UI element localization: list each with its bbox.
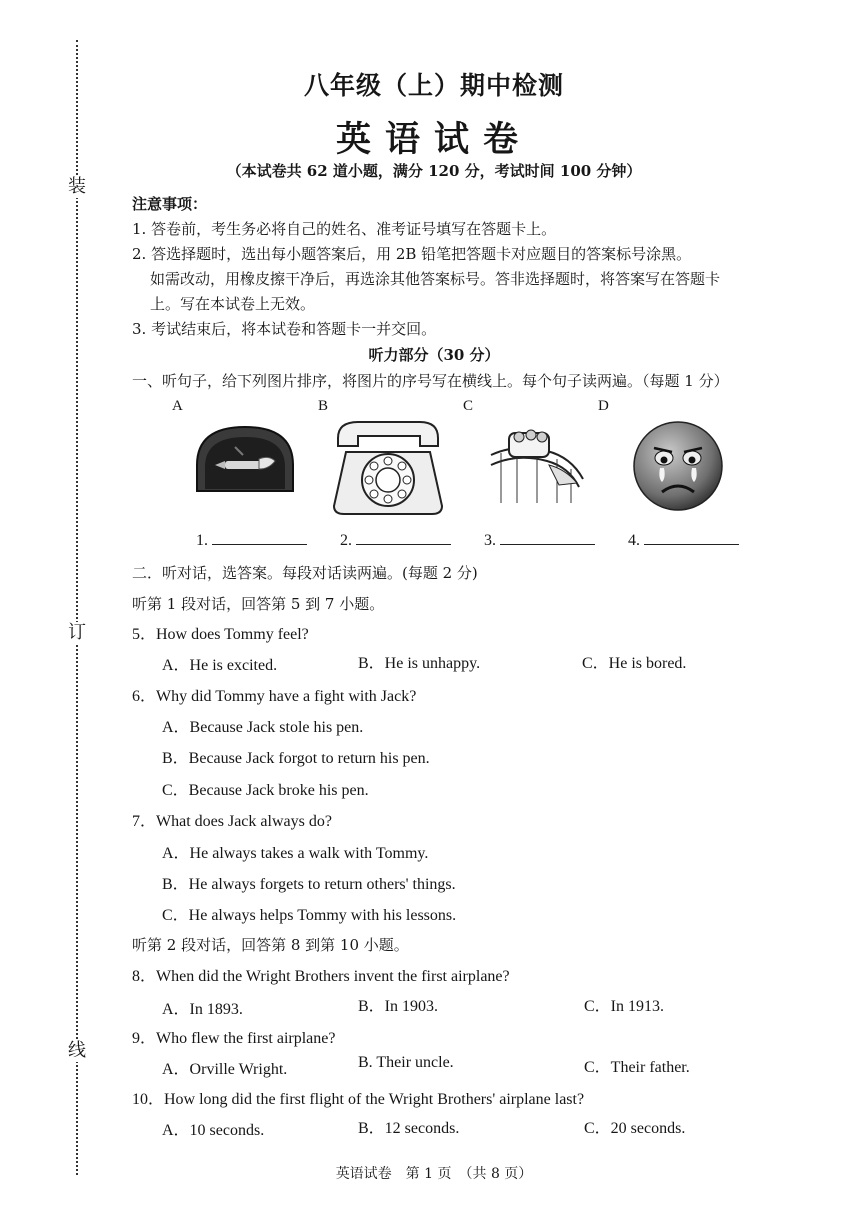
option: A．Orville Wright. [162, 1061, 288, 1078]
picture-label-c: C [463, 398, 474, 414]
notice-item: 如需改动，用橡皮擦干净后，再选涂其他答案标号。答非选择题时，将答案写在答题卡 [150, 270, 721, 288]
option: C．Their father. [584, 1059, 690, 1076]
binding-char-zhuang: 装 [68, 176, 86, 197]
picture-label-b: B [318, 398, 329, 414]
notice-heading: 注意事项： [132, 195, 208, 213]
blank-number: 4. [628, 532, 640, 549]
option: B．In 1903. [358, 998, 439, 1015]
option: A．In 1893. [162, 1001, 243, 1018]
notice-item: 上。写在本试卷上无效。 [150, 295, 316, 313]
blank-number: 1. [196, 532, 208, 549]
question-6: 6．Why did Tommy have a fight with Jack? [132, 688, 417, 705]
rotary-telephone-picture [328, 418, 448, 520]
roller-coaster-picture [487, 425, 587, 505]
option: C．In 1913. [584, 998, 665, 1015]
option: C．Because Jack broke his pen. [162, 782, 369, 799]
exam-subject-title: 英语试卷 [335, 119, 532, 160]
part2-instruction: 二．听对话，选答案。每段对话读两遍。(每题 2 分) [132, 564, 478, 582]
question-10: 10．How long did the first flight of the Wright Brothers' airplane last? [132, 1091, 585, 1108]
picture-label-d: D [598, 398, 609, 414]
option: B．12 seconds. [358, 1120, 460, 1137]
answer-blank-1[interactable] [196, 532, 307, 550]
answer-blank-4[interactable] [628, 532, 739, 550]
option: C．He always helps Tommy with his lessons. [162, 907, 457, 924]
binding-char-xian: 线 [68, 1040, 86, 1061]
notice-item: 3. 考试结束后，将本试卷和答题卡一并交回。 [132, 320, 437, 338]
option: B．He always forgets to return others' things. [162, 876, 456, 893]
question-7: 7．What does Jack always do? [132, 813, 332, 830]
blank-number: 2. [340, 532, 352, 549]
option: C．20 seconds. [584, 1120, 686, 1137]
notice-item: 1. 答卷前，考生务必将自己的姓名、准考证号填写在答题卡上。 [132, 220, 557, 238]
part1-instruction: 一、听句子，给下列图片排序，将图片的序号写在横线上。每个句子读两遍。（每题 1 分） [132, 372, 729, 390]
listening-heading: 听力部分（30 分） [368, 346, 500, 364]
option: A．He is excited. [162, 657, 278, 674]
question-5: 5．How does Tommy feel? [132, 626, 309, 643]
option: B. Their uncle. [358, 1054, 454, 1071]
blank-number: 3. [484, 532, 496, 549]
picture-label-a: A [172, 398, 183, 414]
exam-info: （本试卷共 62 道小题，满分 120 分，考试时间 100 分钟） [226, 162, 642, 180]
option: B．He is unhappy. [358, 655, 481, 672]
option: A．Because Jack stole his pen. [162, 719, 364, 736]
option: C．He is bored. [582, 655, 687, 672]
option: B．Because Jack forgot to return his pen. [162, 750, 430, 767]
question-8: 8．When did the Wright Brothers invent the first airplane? [132, 968, 510, 985]
dialogue-intro: 听第 2 段对话，回答第 8 到第 10 小题。 [132, 936, 409, 954]
notice-item: 2. 答选择题时，选出每小题答案后，用 2B 铅笔把答题卡对应题目的答案标号涂黑。 [132, 245, 692, 263]
answer-blank-3[interactable] [484, 532, 595, 550]
exam-grade-title: 八年级（上）期中检测 [303, 71, 564, 100]
binding-dotted-line [76, 40, 78, 1175]
question-9: 9．Who flew the first airplane? [132, 1030, 336, 1047]
option: A．10 seconds. [162, 1122, 265, 1139]
option: A．He always takes a walk with Tommy. [162, 845, 429, 862]
answer-blank-2[interactable] [340, 532, 451, 550]
hand-in-dark-doorway-picture [195, 425, 295, 493]
dialogue-intro: 听第 1 段对话，回答第 5 到 7 小题。 [132, 595, 385, 613]
binding-char-ding: 订 [68, 622, 86, 643]
page-footer: 英语试卷 第 1 页 （共 8 页） [335, 1166, 533, 1182]
crying-face-picture [630, 420, 726, 512]
